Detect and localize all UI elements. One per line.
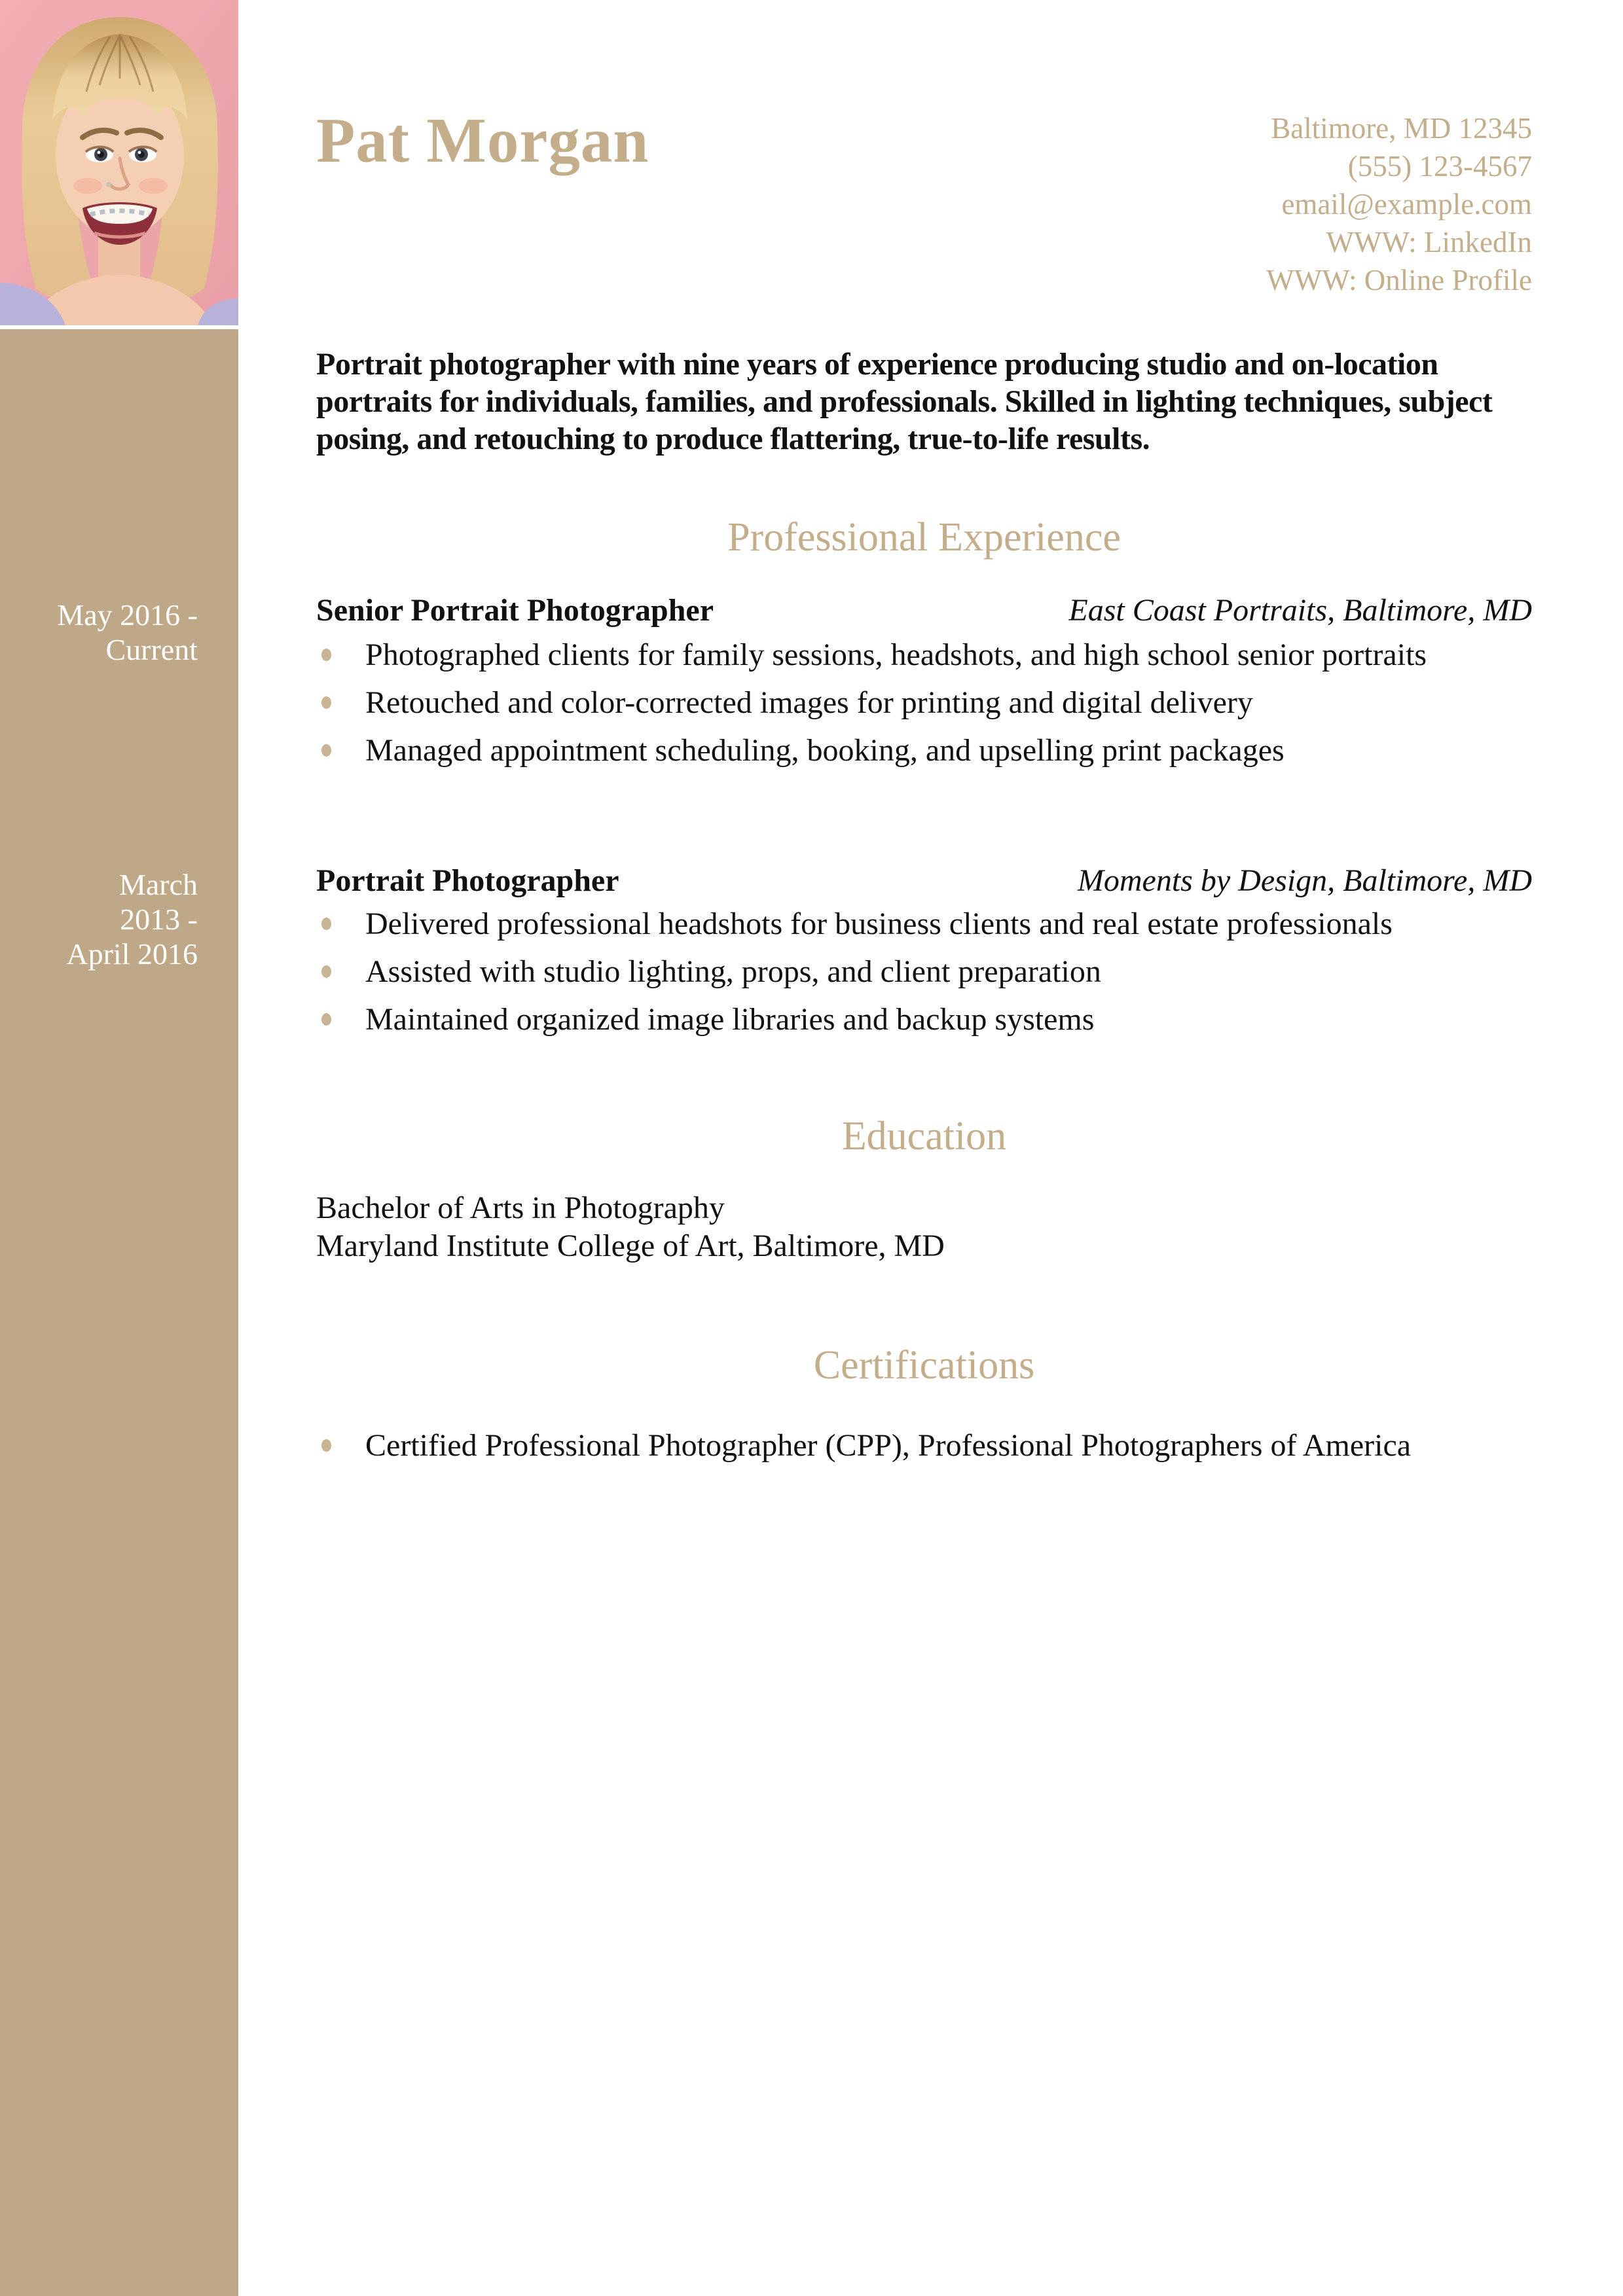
contact-phone: (555) 123-4567	[1347, 150, 1532, 183]
education-degree: Bachelor of Arts in Photography	[316, 1191, 725, 1225]
bullet-item: Retouched and color-corrected images for printing and digital delivery	[316, 679, 1560, 726]
contact-linkedin: WWW: LinkedIn	[1326, 226, 1532, 259]
job2-bullet-list	[316, 900, 1560, 1043]
job1-company: East Coast Portraits, Baltimore, MD	[1068, 593, 1532, 628]
job2-dates	[0, 867, 198, 971]
education-block	[316, 1189, 945, 1265]
job1-header	[316, 592, 1532, 629]
bullet-item: Photographed clients for family sessions, headshots, and high school senior portraits	[316, 631, 1560, 679]
certifications-bullet-list	[316, 1422, 1560, 1469]
bullet-item: Managed appointment scheduling, booking, and upselling print packages	[316, 726, 1560, 774]
blush-left	[73, 178, 102, 194]
contact-block	[1266, 109, 1532, 299]
contact-online-profile: WWW: Online Profile	[1266, 264, 1532, 296]
job2-title: Portrait Photographer	[316, 863, 619, 898]
candidate-name: Pat Morgan	[316, 105, 649, 175]
bullet-item: Assisted with studio lighting, props, and client preparation	[316, 948, 1560, 996]
bullet-item: Delivered professional headshots for business clients and real estate professionals	[316, 900, 1560, 948]
job1-bullet-list	[316, 631, 1560, 774]
contact-address: Baltimore, MD 12345	[1271, 112, 1532, 145]
nose-ring	[106, 182, 111, 187]
eye-left	[86, 147, 113, 162]
section-heading-education: Education	[841, 1114, 1007, 1158]
section-heading-certifications: Certifications	[813, 1343, 1035, 1388]
job2-company: Moments by Design, Baltimore, MD	[1077, 863, 1532, 898]
portrait-illustration	[0, 0, 238, 325]
summary-paragraph: Portrait photographer with nine years of experience producing studio and on-location portraits for individuals, families, and professionals. Skilled in lighting techniques, subject posing, and retouching to produce flattering, true-to-life results.	[316, 347, 1493, 456]
job1-title: Senior Portrait Photographer	[316, 593, 714, 628]
blush-right	[139, 178, 168, 194]
job2-header	[316, 863, 1532, 899]
job1-dates	[0, 598, 198, 667]
bullet-item: Maintained organized image libraries and backup systems	[316, 996, 1560, 1043]
date-line: 2013 -	[120, 903, 198, 936]
profile-photo	[0, 0, 238, 325]
education-school: Maryland Institute College of Art, Baltimore, MD	[316, 1229, 945, 1263]
date-line: Current	[105, 633, 198, 666]
bullet-item: Certified Professional Photographer (CPP), Professional Photographers of America	[316, 1422, 1560, 1469]
date-line: April 2016	[66, 937, 198, 971]
contact-email: email@example.com	[1281, 188, 1532, 221]
date-line: May 2016 -	[57, 598, 198, 632]
eye-right	[129, 147, 156, 162]
section-heading-experience: Professional Experience	[727, 515, 1121, 560]
date-line: March	[119, 868, 198, 901]
